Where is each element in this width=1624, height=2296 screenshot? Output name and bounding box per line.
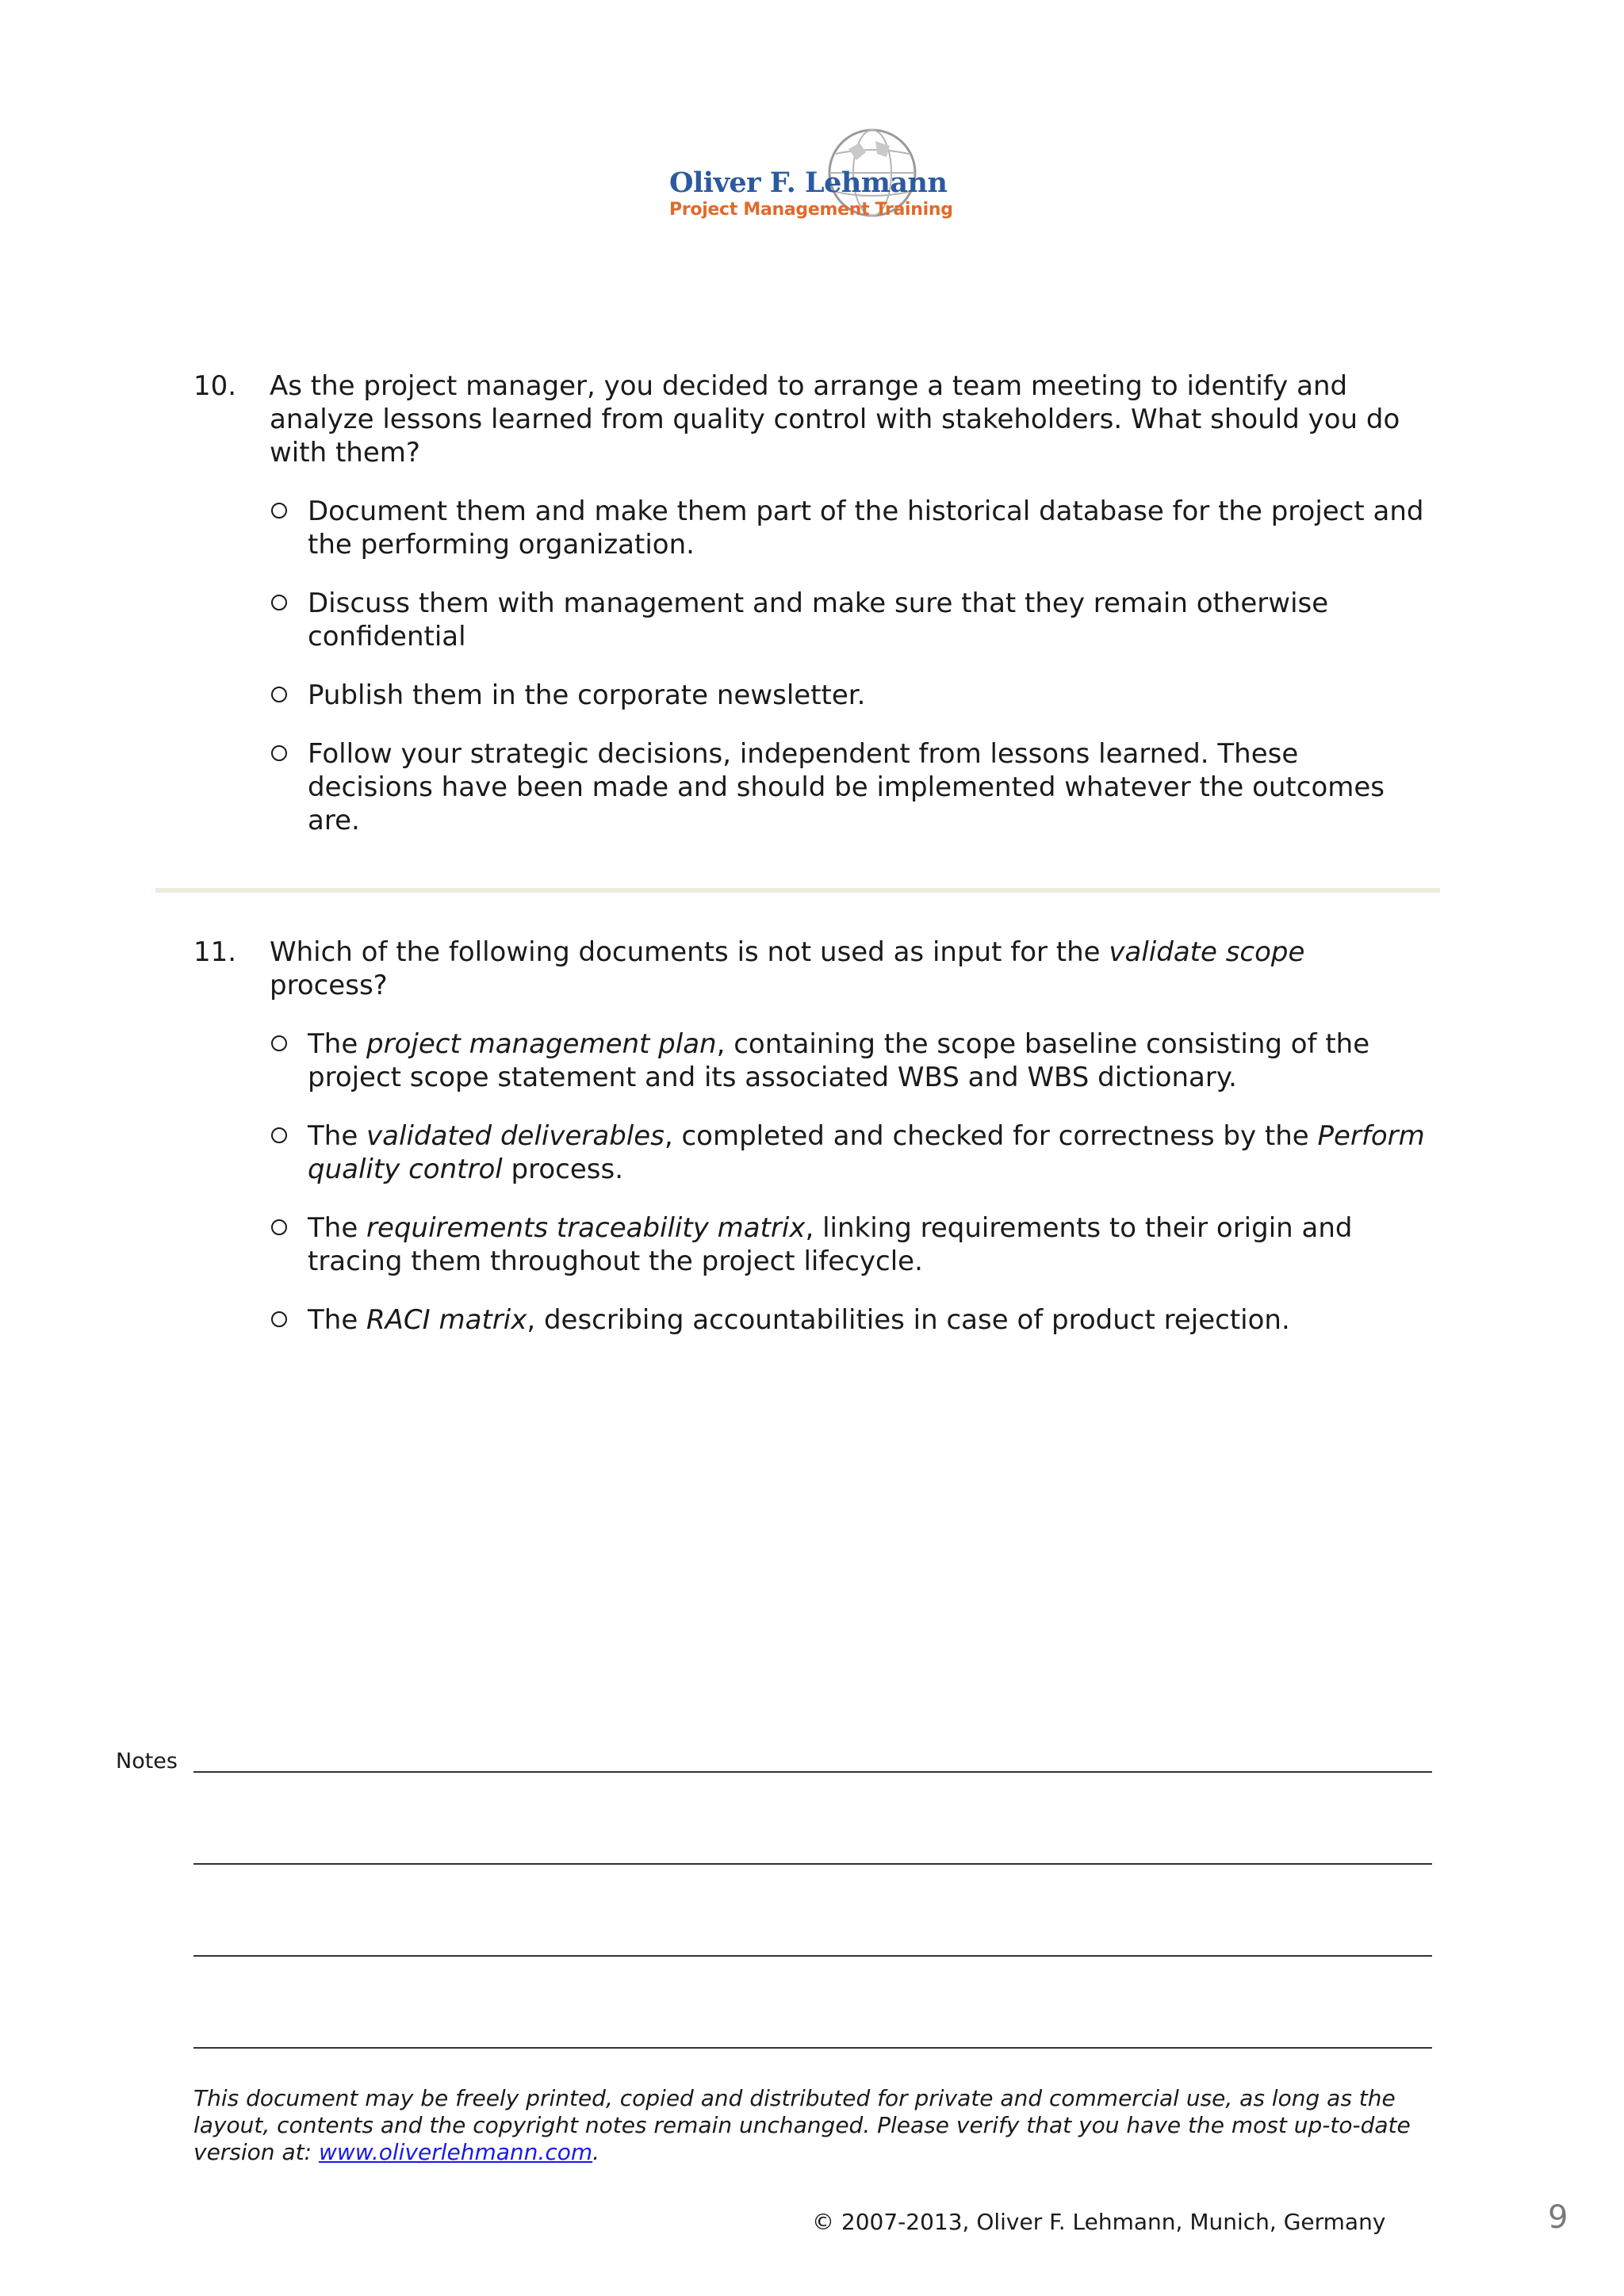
copyright-notice: © 2007-2013, Oliver F. Lehmann, Munich, Germany xyxy=(812,2209,1386,2235)
radio-button[interactable] xyxy=(271,745,287,761)
logo-subtitle: Project Management Training xyxy=(669,200,953,220)
answer-option[interactable] xyxy=(270,679,1431,712)
question-stem xyxy=(193,936,1431,1002)
answer-options xyxy=(193,495,1431,837)
radio-button[interactable] xyxy=(271,1311,287,1327)
question-11 xyxy=(193,936,1431,1362)
option-text: The requirements traceability matrix, linking requirements to their origin and tracing them throughout the project lifecycle. xyxy=(308,1212,1353,1277)
question-number: 11. xyxy=(193,936,237,968)
answer-option[interactable] xyxy=(270,495,1431,561)
section-divider xyxy=(155,888,1440,893)
question-stem xyxy=(193,369,1431,469)
notes-line[interactable] xyxy=(193,2047,1432,2049)
notes-line[interactable] xyxy=(193,1771,1432,1773)
option-text: Follow your strategic decisions, independent from lessons learned. These decisions have been made and should be implemented whatever the outcomes are. xyxy=(308,738,1385,836)
radio-button[interactable] xyxy=(271,687,287,702)
copyright-disclaimer: This document may be freely printed, copied and distributed for private and commercial use, as long as the layout, contents and the copyright notes remain unchanged. Please verify that you have the most up-to-date version at: www.oliverlehmann.com. xyxy=(193,2085,1411,2165)
answer-option[interactable] xyxy=(270,1303,1431,1337)
radio-button[interactable] xyxy=(271,503,287,519)
website-link[interactable]: www.oliverlehmann.com xyxy=(318,2139,593,2165)
page-number: 9 xyxy=(1548,2199,1568,2236)
answer-option[interactable] xyxy=(270,1211,1431,1278)
radio-button[interactable] xyxy=(271,1219,287,1235)
answer-options xyxy=(193,1027,1431,1337)
answer-option[interactable] xyxy=(270,1119,1431,1186)
option-text: Document them and make them part of the historical database for the project and the performing organization. xyxy=(308,496,1424,561)
radio-button[interactable] xyxy=(271,1035,287,1051)
notes-line[interactable] xyxy=(193,1955,1432,1957)
question-text: As the project manager, you decided to arrange a team meeting to identify and analyze lessons learned from quality control with stakeholders. What should you do with them? xyxy=(270,370,1400,469)
radio-button[interactable] xyxy=(271,595,287,610)
answer-option[interactable] xyxy=(270,587,1431,653)
notes-line[interactable] xyxy=(193,1863,1432,1865)
notes-label: Notes xyxy=(116,1749,178,1774)
company-logo xyxy=(666,125,953,228)
question-number: 10. xyxy=(193,370,237,402)
answer-option[interactable] xyxy=(270,737,1431,837)
logo-name: Oliver F. Lehmann xyxy=(669,166,948,199)
option-text: Publish them in the corporate newsletter. xyxy=(308,679,866,711)
question-text: Which of the following documents is not used as input for the validate scope process? xyxy=(270,936,1305,1001)
option-text: Discuss them with management and make sure that they remain otherwise confidential xyxy=(308,587,1329,652)
radio-button[interactable] xyxy=(271,1127,287,1143)
option-text: The RACI matrix, describing accountabilities in case of product rejection. xyxy=(308,1304,1290,1336)
answer-option[interactable] xyxy=(270,1027,1431,1094)
question-10 xyxy=(193,369,1431,863)
option-text: The validated deliverables, completed and checked for correctness by the Perform quality control process. xyxy=(308,1120,1425,1185)
option-text: The project management plan, containing the scope baseline consisting of the project scope statement and its associated WBS and WBS dictionary. xyxy=(308,1028,1370,1093)
